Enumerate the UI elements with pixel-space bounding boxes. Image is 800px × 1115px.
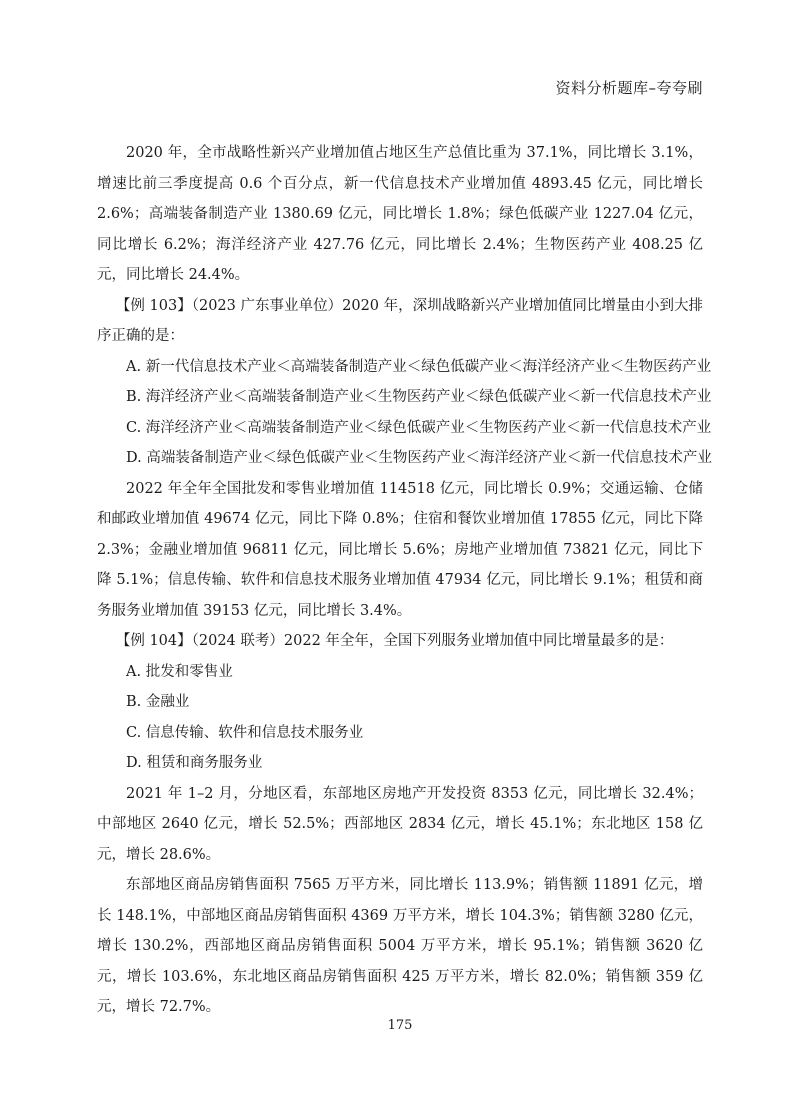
running-header: 资料分析题库–夸夸刷 <box>555 79 703 97</box>
question-104-option-d: D. 租赁和商务服务业 <box>126 755 263 771</box>
material-paragraph-1: 2020 年，全市战略性新兴产业增加值占地区生产总值比重为 37.1%，同比增长 3.1%，增速比前三季度提高 0.6 个百分点，新一代信息技术产业增加值 4893.45 亿元，同比增长 2.6%；高端装备制造产业 1380.69 亿元，同比增长 1.8%；绿色低碳产业 1227.04 亿元，同比增长 6.2%；海洋经济产业 427.76 亿元，同比增长 2.4%；生物医药产业 408.25 亿元，同比增长 24.4%。 <box>97 145 703 283</box>
header-divider <box>97 108 703 109</box>
question-103-option-a: A. 新一代信息技术产业＜高端装备制造产业＜绿色低碳产业＜海洋经济产业＜生物医药产业 <box>126 358 712 375</box>
material-paragraph-3: 2021 年 1–2 月，分地区看，东部地区房地产开发投资 8353 亿元，同比增长 32.4%；中部地区 2640 亿元，增长 52.5%；西部地区 2834 亿元，增长 45.1%；东北地区 158 亿元，增长 28.6%。 <box>97 785 703 863</box>
question-104-stem: 【例 104】（2024 联考）2022 年全年，全国下列服务业增加值中同比增量最多的是： <box>115 633 674 649</box>
page-body <box>97 138 712 1023</box>
material-paragraph-2: 2022 年全年全国批发和零售业增加值 114518 亿元，同比增长 0.9%；交通运输、仓储和邮政业增加值 49674 亿元，同比下降 0.8%；住宿和餐饮业增加值 17855 亿元，同比下降 2.3%；金融业增加值 96811 亿元，同比增长 5.6%；房地产业增加值 73821 亿元，同比下降 5.1%；信息传输、软件和信息技术服务业增加值 47934 亿元，同比增长 9.1%；租赁和商务服务业增加值 39153 亿元，同比增长 3.4%。 <box>97 480 703 619</box>
question-103-option-d: D. 高端装备制造产业＜绿色低碳产业＜生物医药产业＜海洋经济产业＜新一代信息技术产业 <box>126 450 712 466</box>
page-number: 175 <box>387 1018 413 1033</box>
question-104-option-c: C. 信息传输、软件和信息技术服务业 <box>126 724 364 741</box>
question-103-option-c: C. 海洋经济产业＜高端装备制造产业＜绿色低碳产业＜生物医药产业＜新一代信息技术产业 <box>126 419 712 436</box>
question-103-option-b: B. 海洋经济产业＜高端装备制造产业＜生物医药产业＜绿色低碳产业＜新一代信息技术产业 <box>126 389 712 405</box>
question-104-option-b: B. 金融业 <box>126 694 190 710</box>
question-104-option-a: A. 批发和零售业 <box>126 663 233 680</box>
question-103-stem: 【例 103】（2023 广东事业单位）2020 年，深圳战略新兴产业增加值同比增量由小到大排序正确的是： <box>97 297 703 344</box>
material-paragraph-4: 东部地区商品房销售面积 7565 万平方米，同比增长 113.9%；销售额 11891 亿元，增长 148.1%，中部地区商品房销售面积 4369 万平方米，增长 104.3%；销售额 3280 亿元，增长 130.2%，西部地区商品房销售面积 5004 万平方米，增长 95.1%；销售额 3620 亿元，增长 103.6%，东北地区商品房销售面积 425 万平方米，增长 82.0%；销售额 359 亿元，增长 72.7%。 <box>97 877 703 1015</box>
